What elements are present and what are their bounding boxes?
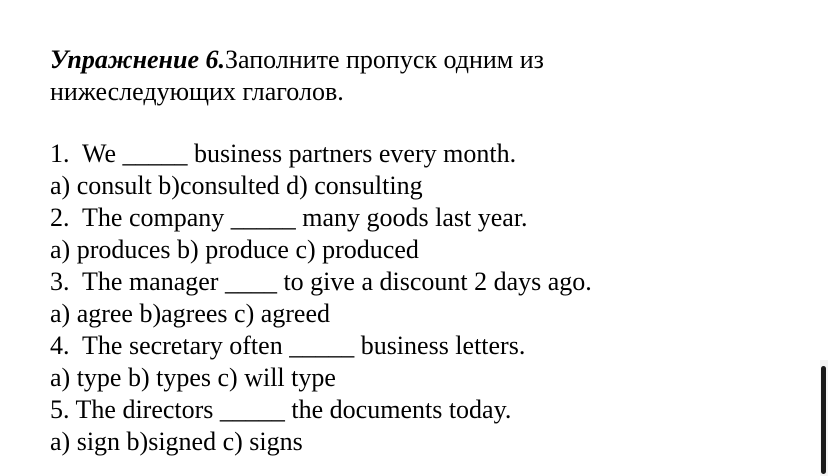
options-1: a) consult b)consulted d) consulting — [50, 171, 423, 200]
question-1: 1. We _____ business partners every month. — [50, 139, 517, 168]
exercise-heading — [50, 44, 790, 108]
question-4: 4. The secretary often _____ business letters. — [50, 331, 526, 360]
document — [50, 44, 790, 458]
question-3: 3. The manager ____ to give a discount 2 days ago. — [50, 267, 592, 296]
exercise-instruction-line1: Заполните пропуск одним из — [225, 45, 544, 74]
options-4: a) type b) types c) will type — [50, 363, 336, 392]
options-5: a) sign b)signed c) signs — [50, 427, 303, 456]
question-2: 2. The company _____ many goods last year. — [50, 203, 528, 232]
exercise-instruction-line2: нижеследующих глаголов. — [50, 77, 344, 106]
exercise-title: Упражнение 6. — [50, 45, 225, 74]
options-3: a) agree b)agrees c) agreed — [50, 299, 331, 328]
options-2: a) produces b) produce c) produced — [50, 235, 419, 264]
exercise-list — [50, 138, 790, 458]
question-5: 5. The directors _____ the documents today. — [50, 395, 512, 424]
scrollbar-thumb[interactable] — [821, 366, 826, 474]
